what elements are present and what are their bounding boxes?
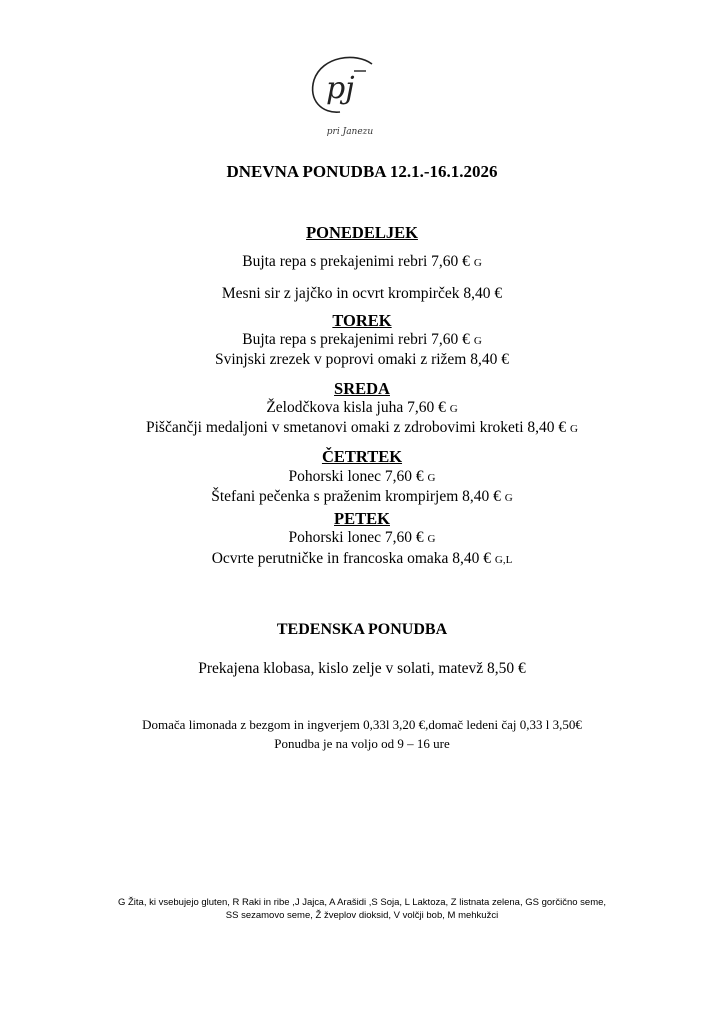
menu-item: Pohorski lonec 7,60 € G (288, 468, 436, 485)
menu-title: DNEVNA PONUDBA 12.1.-16.1.2026 (226, 162, 498, 181)
day-heading-tuesday: TOREK (332, 311, 392, 330)
menu-item: Štefani pečenka s praženim krompirjem 8,40 € G (211, 488, 513, 505)
allergens-legend-line2: SS sezamovo seme, Ž žveplov dioksid, V volčji bob, M mehkužci (225, 910, 499, 921)
menu-item: Ocvrte perutničke in francoska omaka 8,40 € G,L (211, 550, 513, 567)
menu-item: Želodčkova kisla juha 7,60 € G (266, 399, 458, 416)
logo-script-text: pri Janezu (326, 127, 374, 137)
allergens-legend-line1: G Žita, ki vsebujejo gluten, R Raki in ribe ,J Jajca, A Arašidi ,S Soja, L Laktoza, Z listnata zelena, GS gorčično seme, (117, 897, 607, 908)
day-heading-monday: PONEDELJEK (306, 223, 418, 242)
logo-monogram: pj (326, 71, 355, 106)
allergen-code: G (473, 257, 482, 269)
drinks-info: Domača limonada z bezgom in ingverjem 0,33l 3,20 €,domač ledeni čaj 0,33 l 3,50€ (142, 717, 582, 732)
allergen-code: G (449, 403, 458, 415)
weekly-offer-heading: TEDENSKA PONUDBA (276, 621, 448, 638)
restaurant-logo (300, 52, 400, 142)
menu-item: Bujta repa s prekajenimi rebri 7,60 € G (242, 331, 482, 348)
menu-item: Bujta repa s prekajenimi rebri 7,60 € G (242, 253, 482, 270)
weekly-offer-item: Prekajena klobasa, kislo zelje v solati, matevž 8,50 € (198, 660, 526, 677)
allergen-code: G (504, 492, 513, 504)
allergen-code: G (427, 533, 436, 545)
day-heading-friday: PETEK (334, 509, 390, 528)
menu-item: Pohorski lonec 7,60 € G (288, 529, 436, 546)
allergen-code: G,L (494, 554, 513, 566)
allergen-code: G (570, 423, 578, 435)
allergen-code: G (473, 335, 482, 347)
allergen-code: G (427, 472, 436, 484)
day-heading-wednesday: SREDA (334, 379, 390, 398)
menu-item: Piščančji medaljoni v smetanovi omaki z zdrobovimi kroketi 8,40 € G (146, 419, 578, 436)
hours-info: Ponudba je na voljo od 9 – 16 ure (274, 736, 450, 751)
day-heading-thursday: ČETRTEK (321, 447, 403, 466)
menu-item: Mesni sir z jajčko in ocvrt krompirček 8,40 € (221, 285, 503, 302)
menu-item: Svinjski zrezek v poprovi omaki z rižem 8,40 € (214, 351, 509, 368)
